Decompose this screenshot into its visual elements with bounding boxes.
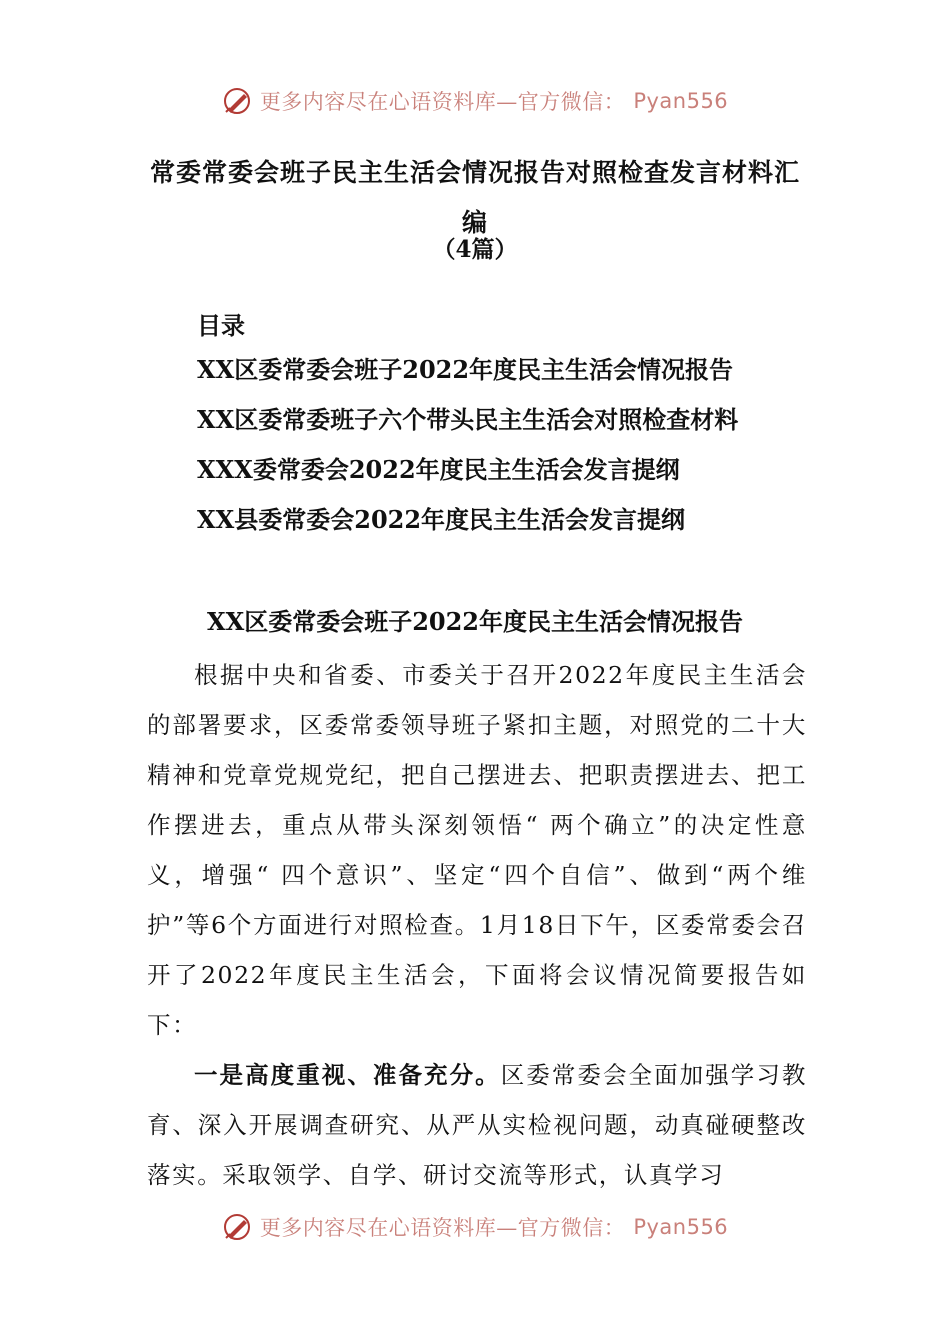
watermark-header xyxy=(0,86,950,116)
table-of-contents xyxy=(197,352,738,552)
document-body xyxy=(147,650,807,1200)
watermark-footer xyxy=(0,1212,950,1242)
toc-heading: 目录 xyxy=(197,311,245,340)
document-title: 常委常委会班子民主生活会情况报告对照检查发言材料汇编 xyxy=(150,158,801,237)
watermark-text: 更多内容尽在心语资料库—官方微信： xyxy=(259,1216,626,1240)
paragraph-lead: 一是高度重视、准备充分。 xyxy=(194,1061,501,1089)
paragraph: 根据中央和省委、市委关于召开2022年度民主生活会的部署要求，区委常委领导班子紧扣主题，对照党的二十大精神和党章党规党纪，把自己摆进去、把职责摆进去、把工作摆进去，重点从带头深刻领悟“ 两个确立”的决定性意义，增强“ 四个意识”、坚定“四个自信”、做到“两个维护”等6个方面进行对照检查。1月18日下午，区委常委会召开了2022年度民主生活会，下面将会议情况简要报告如下： xyxy=(147,661,807,1039)
watermark-wechat-id: Pyan556 xyxy=(633,1215,729,1239)
watermark-text: 更多内容尽在心语资料库—官方微信： xyxy=(259,90,626,114)
watermark-wechat-id: Pyan556 xyxy=(633,89,729,113)
toc-item[interactable]: XX区委常委班子六个带头民主生活会对照检查材料 xyxy=(197,405,739,434)
paragraph xyxy=(147,1050,807,1200)
toc-item[interactable]: XXX委常委会2022年度民主生活会发言提纲 xyxy=(197,455,680,484)
section-title: XX区委常委会班子2022年度民主生活会情况报告 xyxy=(206,607,744,636)
pen-logo-icon xyxy=(222,1212,252,1242)
toc-item[interactable]: XX县委常委会2022年度民主生活会发言提纲 xyxy=(197,505,686,534)
paragraph-body: 区委常委会全面加强学习教育、深入开展调查研究、从严从实检视问题，动真碰硬整改落实。采取领学、自学、研讨交流等形式，认真学习 xyxy=(147,1061,808,1189)
toc-item[interactable]: XX区委常委会班子2022年度民主生活会情况报告 xyxy=(197,355,734,384)
document-count-label: （4篇） xyxy=(432,236,518,263)
pen-logo-icon xyxy=(222,86,252,116)
